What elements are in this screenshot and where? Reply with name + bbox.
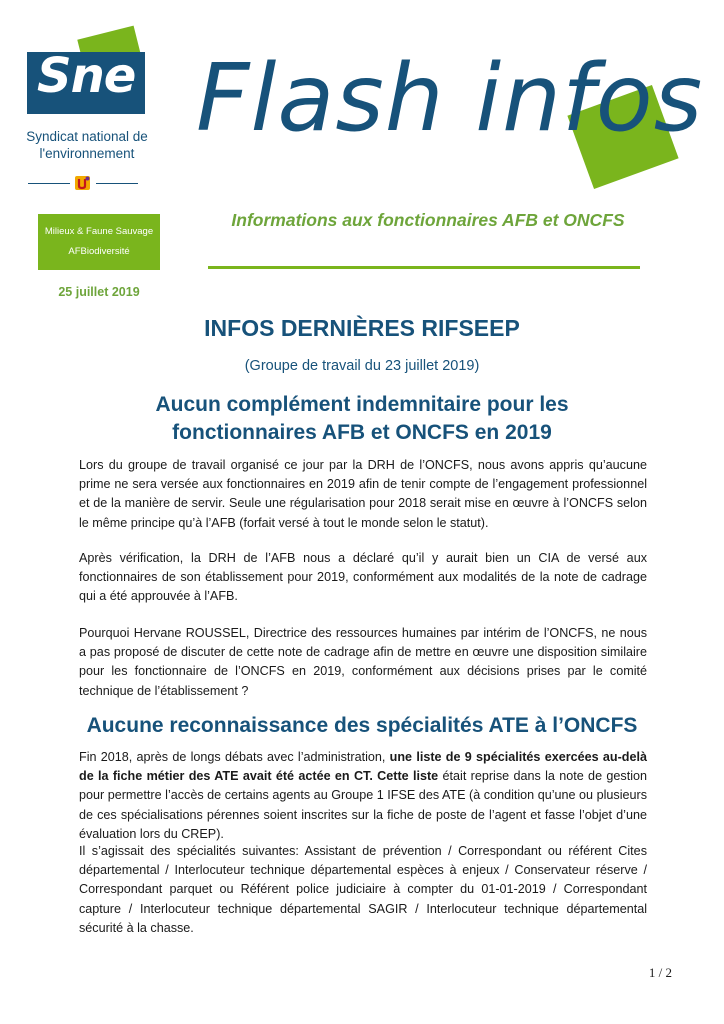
paragraph-4: [79, 748, 647, 844]
org-name-line1: Syndicat national de: [26, 129, 148, 144]
paragraph-4-end: était reprise dans la note de gestion pour permettre l’accès de certains agents au Groupe 1 IFSE des ATE (à condition qu’une ou plusieurs de ces spécialisations pérennes soient inscrites sur la fiche de poste de l’agent et fasse l’objet d’une évaluation lors du CREP).: [79, 769, 648, 841]
meeting-note: (Groupe de travail du 23 juillet 2019): [244, 358, 480, 374]
section-box-line2: AFBiodiversité: [68, 246, 130, 257]
publication-date: 25 juillet 2019: [58, 285, 140, 299]
subheading-line1: Aucun complément indemnitaire pour les: [155, 393, 569, 416]
subheading-line2: fonctionnaires AFB et ONCFS en 2019: [172, 421, 552, 444]
organization-name: [22, 128, 152, 162]
logo-divider-left: [28, 183, 70, 184]
section-box: [38, 214, 160, 270]
logo-divider-right: [96, 183, 138, 184]
page-number: 1 / 2: [648, 965, 672, 980]
header-subtitle: Informations aux fonctionnaires AFB et ONCFS: [231, 210, 625, 230]
paragraph-5: Il s’agissait des spécialités suivantes: Assistant de prévention / Correspondant ou référent Cites départemental / Interlocuteur technique départemental espèces à enjeux / Conservateur réserve / Correspondant parquet ou Référent police judiciaire à compter du 01-01-2019 / Correspondant capture / Interlocuteur technique départemental SAGIR / Interlocuteur technique départemental sécurité à la chasse.: [79, 844, 647, 935]
header-divider: [208, 266, 640, 269]
section-2-title: Aucune reconnaissance des spécialités ATE à l’ONCFS: [86, 714, 638, 737]
paragraph-1: Lors du groupe de travail organisé ce jour par la DRH de l’ONCFS, nous avons appris qu’aucune prime ne sera versée aux fonctionnaires en 2019 afin de tenir compte de l’engagement professionnel et de la manière de servir. Seule une régularisation pour 2018 serait mise en œuvre à l’ONCFS selon le même principe qu’à l’AFB (forfait versé à tout le monde selon le statut).: [79, 458, 647, 530]
section-box-line1: Milieux & Faune Sauvage: [44, 226, 154, 237]
paragraph-4-start: Fin 2018, après de longs débats avec l’administration,: [79, 750, 390, 764]
main-title: INFOS DERNIÈRES RIFSEEP: [204, 315, 520, 341]
union-logo-icon: [74, 174, 92, 192]
paragraph-2: Après vérification, la DRH de l’AFB nous a déclaré qu’il y aurait bien un CIA de versé aux fonctionnaires de son établissement pour 2019, conformément aux modalités de la note de cadrage qui a été approuvée à l’AFB.: [79, 551, 647, 604]
paragraph-4-bold: une liste de 9 spécialités exercées au-delà de la fiche métier des ATE avait été actée en CT. Cette liste: [79, 750, 647, 784]
subheading: [0, 391, 724, 447]
org-name-line2: l'environnement: [39, 146, 135, 161]
flash-infos-title: Flash infos: [196, 44, 704, 152]
paragraph-3: Pourquoi Hervane ROUSSEL, Directrice des ressources humaines par intérim de l’ONCFS, ne nous a pas proposé de discuter de cette note de cadrage afin de mettre en œuvre une disposition similaire pour les fonctionnaire de l’ONCFS en 2019, conformément aux décisions prises par le comité technique de l’établissement ?: [79, 626, 647, 698]
logo-text: Sne: [37, 48, 136, 104]
